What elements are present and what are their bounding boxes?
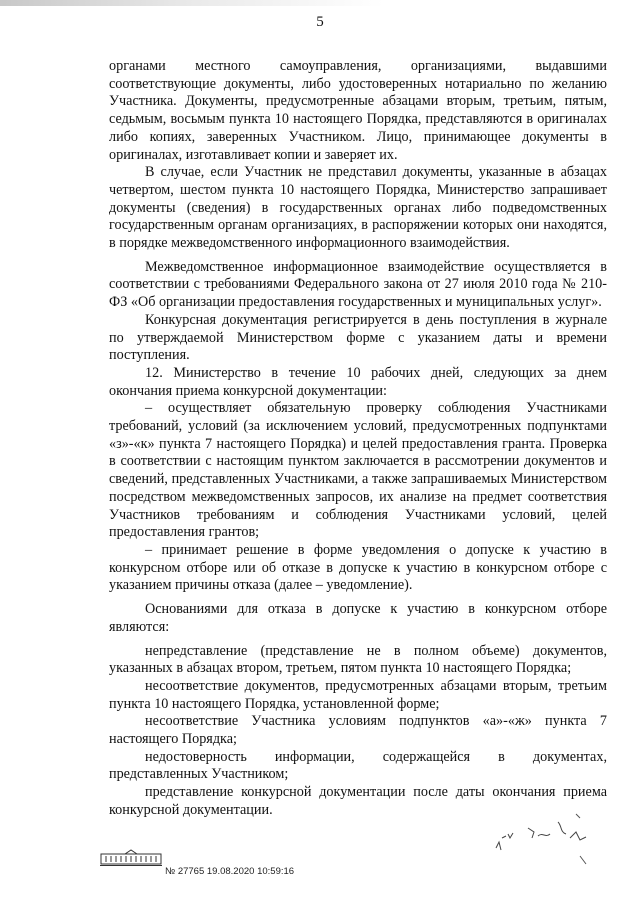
document-body: [109, 58, 607, 820]
paragraph-12: недостоверность информации, содержащейся в документах, представленных Участником;: [109, 748, 607, 783]
handwritten-signature-icon: [488, 808, 598, 868]
building-stamp-icon: [100, 849, 162, 866]
paragraph-4: Конкурсная документация регистрируется в день поступления в журнале по утверждаемой Министерством форме с указанием даты и времени поступления.: [109, 311, 607, 364]
paragraph-5: 12. Министерство в течение 10 рабочих дней, следующих за днем окончания приема конкурсной документации:: [109, 364, 607, 399]
paragraph-3: Межведомственное информационное взаимодействие осуществляется в соответствии с требованиями Федерального закона от 27 июля 2010 года № 210-ФЗ «Об организации предоставления государственных и муниципальных услуг».: [109, 258, 607, 311]
paragraph-13: представление конкурсной документации после даты окончания приема конкурсной документации.: [109, 784, 607, 818]
paragraph-2: В случае, если Участник не представил документы, указанные в абзацах четвертом, шестом пункта 10 настоящего Порядка, Министерство запрашивает документы (сведения) в государственных органах либо подведомственных государственным органам организациях, в распоряжении которых они находятся, в порядке межведомственного информационного взаимодействия.: [109, 164, 607, 252]
paragraph-1: органами местного самоуправления, организациями, выдавшими соответствующие документы, либо удостоверенных нотариально по желанию Участника. Документы, предусмотренные абзацами вторым, третьим, пятым, седьмым, восьмым пункта 10 настоящего Порядка, представляются в оригиналах либо копиях, заверенных Участником. Лицо, принимающее документы в оригиналах, изготавливает копии и заверяет их.: [109, 58, 607, 163]
paragraph-11: несоответствие Участника условиям подпунктов «а»-«ж» пункта 7 настоящего Порядка;: [109, 713, 607, 748]
paragraph-7: – принимает решение в форме уведомления о допуске к участию в конкурсном отборе или об отказе в допуске к участию в конкурсном отборе с указанием причины отказа (далее – уведомление).: [109, 541, 607, 594]
paragraph-10: несоответствие документов, предусмотренных абзацами вторым, третьим пункта 10 настоящего Порядка, установленной форме;: [109, 677, 607, 712]
registration-stamp-text: № 27765 19.08.2020 10:59:16: [165, 866, 295, 877]
paragraph-6: – осуществляет обязательную проверку соблюдения Участниками требований, условий (за исключением условий, предусмотренных подпунктами «з»-«к» пункта 7 настоящего Порядка) и целей предоставления гранта. Проверка в соответствии с настоящим пунктом заключается в рассмотрении документов и сведений, представленных Участниками, а также запрашиваемых Министерством посредством межведомственных запросов, их анализе на предмет соответствия Участников требованиям и соблюдения Участниками условий, целей предоставления грантов;: [109, 400, 607, 541]
paragraph-8: Основаниями для отказа в допуске к участию в конкурсном отборе являются:: [109, 601, 607, 635]
paragraph-9: непредставление (представление не в полном объеме) документов, указанных в абзацах втором, третьем, пятом пункта 10 настоящего Порядка;: [109, 642, 607, 677]
page-number: 5: [316, 14, 324, 30]
scan-edge-shadow: [0, 0, 640, 6]
